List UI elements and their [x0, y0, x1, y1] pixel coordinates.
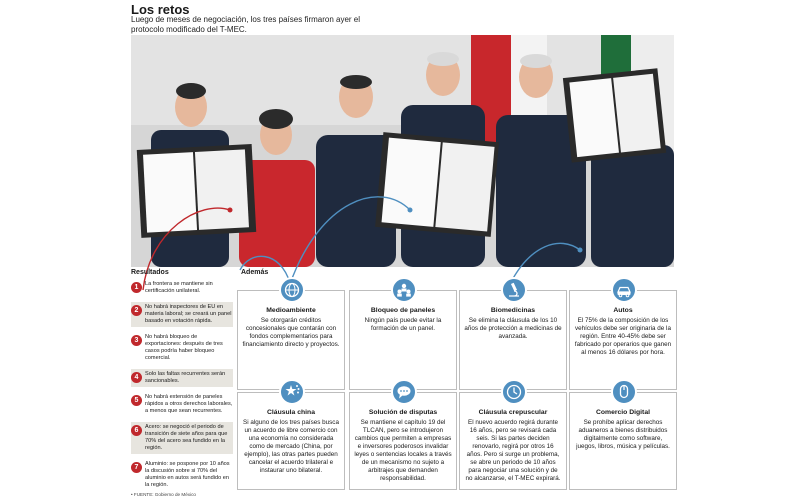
ademas-heading: Además: [241, 269, 269, 276]
result-item: [131, 302, 233, 327]
result-text: Aluminio: se pospone por 10 años la discusión sobre si 70% del aluminio en autos será fundido en la región.: [145, 461, 230, 488]
card-title: Medioambiente: [266, 307, 316, 314]
card-body: El 75% de la composición de los vehículos debe ser originaria de la región. Entre 40-45% debe ser fabricado por operarios que ganen al menos 16 dólares por hora.: [574, 317, 672, 356]
result-item: [131, 334, 233, 362]
resultados-list: [131, 281, 233, 496]
result-text: Acero: se negoció el periodo de transición de siete años para que 70% del acero sea fundido en la región.: [145, 424, 228, 451]
card-title: Autos: [613, 307, 633, 314]
result-text: La frontera se mantiene sin certificación unilateral.: [145, 281, 213, 294]
result-number-badge: 2: [131, 305, 142, 316]
card-solucion-de-disputas: [349, 392, 457, 490]
result-number-badge: 6: [131, 425, 142, 436]
resultados-heading: Resultados: [131, 269, 169, 276]
card-body: Se otorgarán créditos concesionales que contarán con fondos complementarios para financiamiento directo y proyectos.: [242, 317, 340, 348]
infographic-title: Los retos: [131, 2, 190, 17]
infographic-subtitle: Luego de meses de negociación, los tres países firmaron ayer el protocolo modificado del T-MEC.: [131, 15, 361, 34]
mouse-icon: [611, 379, 637, 405]
clock-icon: [501, 379, 527, 405]
card-body: Se mantiene el capítulo 19 del TLCAN, pero se introdujeron cambios que permiten a empresas e inversores poderosos invalidar leyes o sentencias locales a través de un mecanismo no sujeto a arbitrajes que demanden responsabilidad.: [354, 419, 452, 482]
microscope-icon: [501, 277, 527, 303]
result-text: No habrá inspectores de EU en materia laboral; se creará un panel basado en votación rápida.: [145, 304, 232, 324]
result-text: No habrá bloqueo de exportaciones: después de tres casos podría haber bloqueo comercial.: [145, 334, 223, 361]
result-item: [131, 394, 233, 415]
car-icon: [611, 277, 637, 303]
card-medioambiente: [237, 290, 345, 390]
source-credit: • FUENTE: Gobierno de México: [131, 492, 196, 497]
card-bloqueo-de-paneles: [349, 290, 457, 390]
result-number-badge: 5: [131, 395, 142, 406]
globe-icon: [279, 277, 305, 303]
result-number-badge: 1: [131, 282, 142, 293]
result-item: [131, 422, 233, 454]
card-body: Se elimina la cláusula de los 10 años de protección a medicinas de avanzada.: [464, 317, 562, 340]
result-text: No habrá extensión de paneles rápidos a otros derechos laborales, a menos que sean recurrentes.: [145, 394, 233, 414]
people-icon: [391, 277, 417, 303]
result-item: [131, 281, 233, 295]
card-title: Solución de disputas: [368, 409, 438, 416]
card-clausula-china: [237, 392, 345, 490]
result-item: [131, 369, 233, 387]
result-number-badge: 4: [131, 372, 142, 383]
chat-bubble-icon: [391, 379, 417, 405]
card-body: Se prohíbe aplicar derechos aduaneros a bienes distribuidos digitalmente como software, juegos, libros, música y películas.: [576, 419, 670, 450]
card-body: Si alguno de los tres países busca un acuerdo de libre comercio con una economía no considerada como de mercado (China, por ejemplo), las otras partes pueden cancelar el acuerdo trilateral e instaurar uno bilateral.: [243, 419, 339, 474]
card-title: Comercio Digital: [595, 409, 650, 416]
result-number-badge: 3: [131, 335, 142, 346]
card-title: Biomedicinas: [490, 307, 536, 314]
result-number-badge: 7: [131, 462, 142, 473]
card-title: Cláusula china: [267, 409, 315, 416]
card-biomedicinas: [459, 290, 567, 390]
result-text: Solo las faltas recurrentes serán sancionables.: [145, 371, 226, 384]
card-body: El nuevo acuerdo regirá durante 16 años, pero se revisará cada seis. Si las partes deciden renovarlo, regirá por otros 16 años. Pero si surge un problema, se abre un periodo de 10 años para negociar una solución y de no alcanzarse, el T-MEC expirará.: [465, 419, 561, 482]
card-autos: [569, 290, 677, 390]
card-title: Bloqueo de paneles: [370, 307, 436, 314]
card-body: Ningún país puede evitar la formación de un panel.: [364, 317, 442, 332]
china-flag-icon: [279, 379, 305, 405]
card-title: Cláusula crepuscular: [478, 409, 548, 416]
card-comercio-digital: [569, 392, 677, 490]
result-item: [131, 461, 233, 489]
card-clausula-crepuscular: [459, 392, 567, 490]
